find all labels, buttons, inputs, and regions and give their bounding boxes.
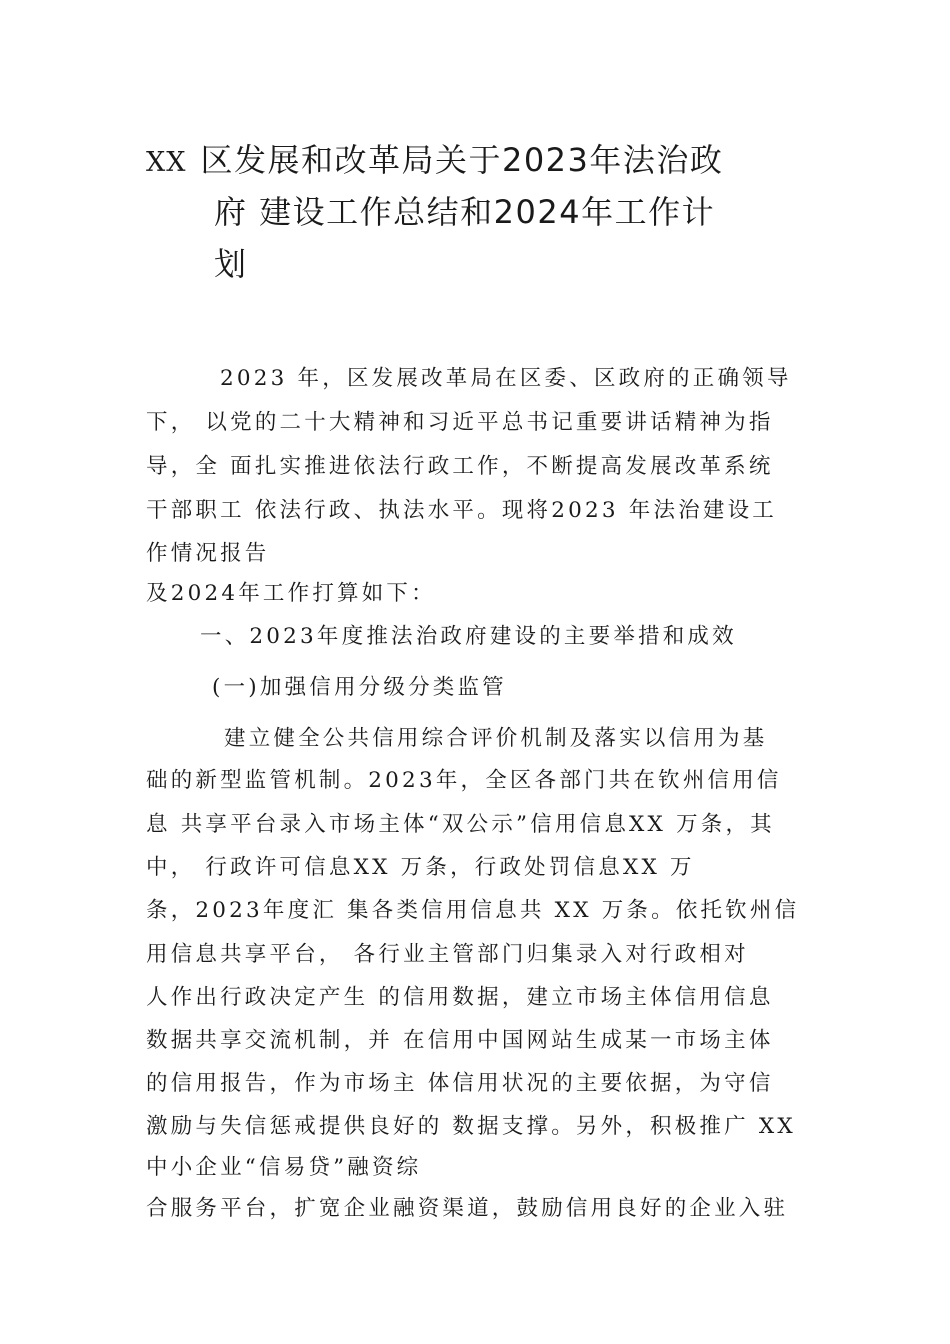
body-line-18: 激励与失信惩戒提供良好的 数据支撑。另外，积极推广 XX bbox=[146, 1114, 796, 1139]
title-text-1: 区发展和改革局关于2023年法治政 bbox=[200, 141, 724, 179]
body-line-9: 建立健全公共信用综合评价机制及落实以信用为基 bbox=[224, 726, 768, 751]
body-line-11: 息 共享平台录入市场主体“双公示”信用信息XX 万条，其 bbox=[146, 812, 775, 837]
body-line-17: 的信用报告，作为市场主 体信用状况的主要依据，为守信 bbox=[146, 1071, 774, 1096]
body-line-19: 中小企业“信易贷”融资综 bbox=[146, 1155, 422, 1180]
body-line-6: 及2024年工作打算如下： bbox=[146, 581, 436, 606]
body-line-16: 数据共享交流机制，并 在信用中国网站生成某一市场主体 bbox=[146, 1028, 774, 1053]
body-line-4: 干部职工 依法行政、执法水平。现将2023 年法治建设工 bbox=[146, 498, 777, 523]
section-heading-1: 一、2023年度推法治政府建设的主要举措和成效 bbox=[200, 624, 737, 649]
body-line-1: 2023 年，区发展改革局在区委、区政府的正确领导 bbox=[220, 366, 792, 391]
body-line-10: 础的新型监管机制。2023年，全区各部门共在钦州信用信 bbox=[146, 768, 782, 793]
body-line-14: 用信息共享平台， 各行业主管部门归集录入对行政相对 bbox=[146, 942, 749, 967]
subsection-heading-1: (一)加强信用分级分类监管 bbox=[212, 675, 507, 700]
title-line-3: 划 bbox=[214, 245, 248, 283]
title-prefix: XX bbox=[146, 147, 187, 178]
body-line-13: 条，2023年度汇 集各类信用信息共 XX 万条。依托钦州信 bbox=[146, 898, 800, 923]
body-line-3: 导，全 面扎实推进依法行政工作，不断提高发展改革系统 bbox=[146, 454, 774, 479]
body-line-12: 中， 行政许可信息XX 万条，行政处罚信息XX 万 bbox=[146, 855, 695, 880]
body-line-5: 作情况报告 bbox=[146, 541, 270, 566]
title-line-1 bbox=[146, 140, 723, 183]
body-line-15: 人作出行政决定产生 的信用数据，建立市场主体信用信息 bbox=[146, 985, 774, 1010]
body-line-20: 合服务平台，扩宽企业融资渠道，鼓励信用良好的企业入驻 bbox=[146, 1196, 789, 1221]
title-line-2: 府 建设工作总结和2024年工作计 bbox=[214, 193, 716, 231]
body-line-2: 下， 以党的二十大精神和习近平总书记重要讲话精神为指 bbox=[146, 410, 774, 435]
